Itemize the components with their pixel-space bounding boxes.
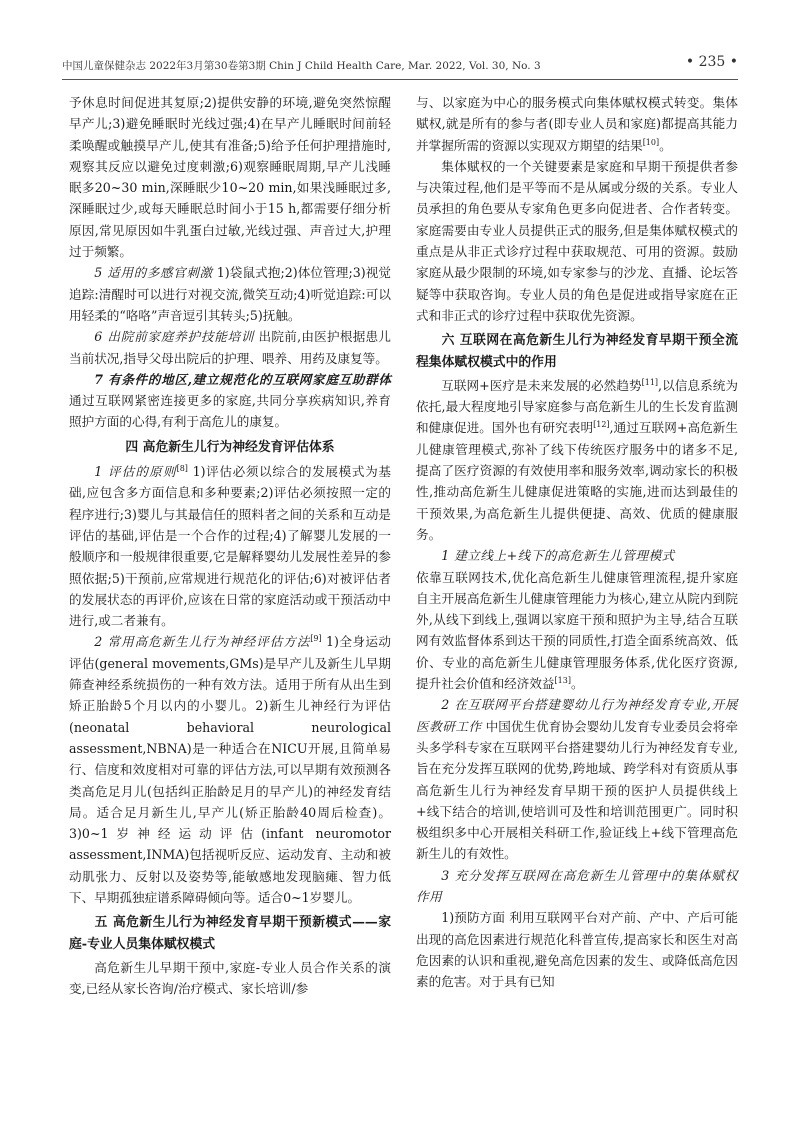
paragraph: 高危新生儿早期干预中,家庭-专业人员合作关系的演变,已经从家长咨询/治疗模式、家长培训/参	[69, 959, 391, 997]
heading-5: 五 高危新生儿行为神经发育早期干预新模式——家庭-专业人员集体赋权模式	[69, 915, 391, 952]
citation: [12]	[593, 420, 610, 430]
section-title: 6 出院前家庭养护技能培训	[94, 329, 255, 345]
section-body	[416, 567, 738, 695]
subsection-6-1	[416, 545, 738, 566]
paragraph	[416, 375, 738, 545]
running-header	[62, 54, 738, 74]
subsection-6-3	[416, 865, 738, 908]
paragraph-text: 依靠互联网技术,优化高危新生儿健康管理流程,提升家庭自主开展高危新生儿健康管理能力为核心,建立从院内到院外,从线下到线上,强调以家庭干预和照护为主导,结合互联网有效监督体系到达干预的同质性,打造全面系统高效、低价、专业的高危新生儿健康管理服务体系,优化医疗资源,提升社会价值和经济效益	[416, 569, 738, 692]
citation: [13]	[554, 675, 571, 685]
paragraph: 1)预防方面 利用互联网平台对产前、产中、产后可能出现的高危因素进行规范化科普宣传,提高家长和医生对高危因素的认识和重视,避免高危因素的发生、或降低高危因素的危害。对于具有已知	[416, 910, 738, 990]
paragraph-text: ,通过互联网+高危新生儿健康管理模式,弥补了线下传统医疗服务中的诸多不足,提高了医疗资源的有效使用率和服务效率,调动家长的积极性,推动高危新生儿健康促进策略的实施,进而达到最佳的干预效果,为高危新生儿提供便捷、高效、优质的健康服务。	[416, 420, 738, 542]
subsection-6-2	[416, 694, 738, 864]
citation: [9]	[310, 634, 322, 644]
paragraph-text: 。	[570, 676, 584, 692]
section-body: 通过互联网紧密连接更多的家庭,共同分享疾病知识,养育照护方面的心得,有利于高危儿的康复。	[69, 393, 391, 430]
section-7	[69, 369, 391, 433]
section-title: 1 建立线上+线下的高危新生儿管理模式	[441, 548, 675, 564]
journal-citation: 中国儿童保健杂志 2022年3月第30卷第3期 Chin J Child Health Care, Mar. 2022, Vol. 30, No. 3	[62, 60, 541, 72]
right-column	[416, 92, 738, 992]
section-body: 1)袋鼠式抱;2)体位管理;3)视觉追踪:清醒时可以进行对视交流,微笑互动;4)听觉追踪:可以用轻柔的“咯咯”声音逗引其转头;5)抚触。	[69, 265, 391, 323]
paragraph: 予休息时间促进其复原;2)提供安静的环境,避免突然惊醒早产儿;3)避免睡眠时光线过强;4)在早产儿睡眠时间前轻柔唤醒或触摸早产儿,使其有准备;5)给予任何护理措施时,观察其反应以避免过度刺激;6)观察睡眠周期,早产儿浅睡眠多20~30 min,深睡眠少10~20 min,如果浅睡眠过多,深睡眠过少,或每天睡眠总时间小于15 h,都需要仔细分析原因,常见原因如牛乳蛋白过敏,光线过强、声音过大,护理过于频繁。	[69, 95, 391, 260]
heading-6: 六 互联网在高危新生儿行为神经发育早期干预全流程集体赋权模式中的作用	[416, 333, 738, 370]
heading-4: 四 高危新生儿行为神经发育评估体系	[125, 439, 335, 455]
section-title: 3 充分发挥互联网在高危新生儿管理中的集体赋权作用	[416, 867, 738, 904]
subsection-4-2	[69, 631, 391, 908]
section-title: 5 适用的多感官刺激	[94, 265, 213, 281]
paragraph-text: 。	[659, 137, 672, 153]
citation: [11]	[641, 377, 659, 387]
section-body: 1)评估必须以综合的发展模式为基础,应包含多方面信息和多种要素;2)评估必须按照一定的程序进行;3)婴儿与其最信任的照料者之间的关系和互动是评估的基础,评估是一个合作的过程;4)了解婴儿发展的一般顺序和一般规律很重要,它是解释婴幼儿发展性差异的参照依据;5)干预前,应常规进行规范化的评估;6)对被评估者的发展状态的再评价,应该在日常的家庭活动或干预活动中进行,或二者兼有。	[69, 464, 391, 629]
citation: [10]	[642, 137, 660, 147]
paragraph-text: 互联网+医疗是未来发展的必然趋势	[441, 377, 642, 393]
paragraph: 集体赋权的一个关键要素是家庭和早期干预提供者参与决策过程,他们是平等而不是从属或分级的关系。专业人员承担的角色要从专家角色更多向促进者、合作者转变。家庭需要由专业人员提供正式的服务,但是集体赋权模式的重点是从非正式诊疗过程中获取规范、可用的资源。鼓励家庭从最少限制的环境,如专家参与的沙龙、直播、论坛答疑等中获取咨询。专业人员的角色是促进或指导家庭在正式和非正式的诊疗过程中获取优先资源。	[416, 158, 738, 323]
section-5	[69, 262, 391, 326]
section-title: 1 评估的原则	[94, 464, 177, 480]
section-title: 7 有条件的地区,建立规范化的互联网家庭互助群体	[94, 371, 391, 387]
section-body: 出院前,由医护根据患儿当前状况,指导父母出院后的护理、喂养、用药及康复等。	[69, 329, 391, 366]
paragraph-text: ,以信息系统为依托,最大程度地引导家庭参与高危新生儿的生长发育监测和健康促进。国外也有研究表明	[416, 377, 738, 436]
section-6	[69, 326, 391, 369]
header-rule	[62, 79, 738, 80]
paragraph-text: 与、以家庭为中心的服务模式向集体赋权模式转变。集体赋权,就是所有的参与者(即专业人员和家庭)都提高其能力并掌握所需的资源以实现双方期望的结果	[416, 95, 738, 153]
subsection-4-1	[69, 461, 391, 631]
section-body: 1)全身运动评估(general movements,GMs)是早产儿及新生儿早期筛查神经系统损伤的一种有效方法。适用于所有从出生到矫正胎龄5个月以内的小婴儿。2)新生儿神经行为评估(neonatal behavioral neurological assessment,NBNA)是一种适合在NICU开展,且简单易行、信度和效度相对可靠的评估方法,可以早期有效预测各类高危足月儿(包括纠正胎龄足月的早产儿)的神经发育结局。适合足月新生儿,早产儿(矫正胎龄40周后检查)。3)0~1岁神经运动评估(infant neuromotor assessment,INMA)包括视听反应、运动发育、主动和被动肌张力、反射以及姿势等,能敏感地发现脑瘫、智力低下、早期孤独症谱系障碍倾向等。适合0~1岁婴儿。	[69, 634, 391, 905]
citation: [8]	[176, 463, 188, 473]
section-title: 2 常用高危新生儿行为神经评估方法	[94, 634, 311, 650]
page-number: • 235 •	[685, 54, 738, 70]
left-column	[69, 92, 391, 999]
section-title: 2 在互联网平台搭建婴幼儿行为神经发育专业,开展医教研工作	[416, 697, 738, 734]
section-body: 中国优生优育协会婴幼儿发育专业委员会将牵头多学科专家在互联网平台搭建婴幼儿行为神经发育专业,旨在充分发挥互联网的优势,跨地域、跨学科对有资质从事高危新生儿行为神经发育早期干预的医护人员提供线上+线下结合的培训,使培训可及性和培训范围更广。同时积极组织多中心开展相关科研工作,验证线上+线下管理高危新生儿的有效性。	[416, 718, 739, 862]
paragraph	[416, 92, 738, 156]
